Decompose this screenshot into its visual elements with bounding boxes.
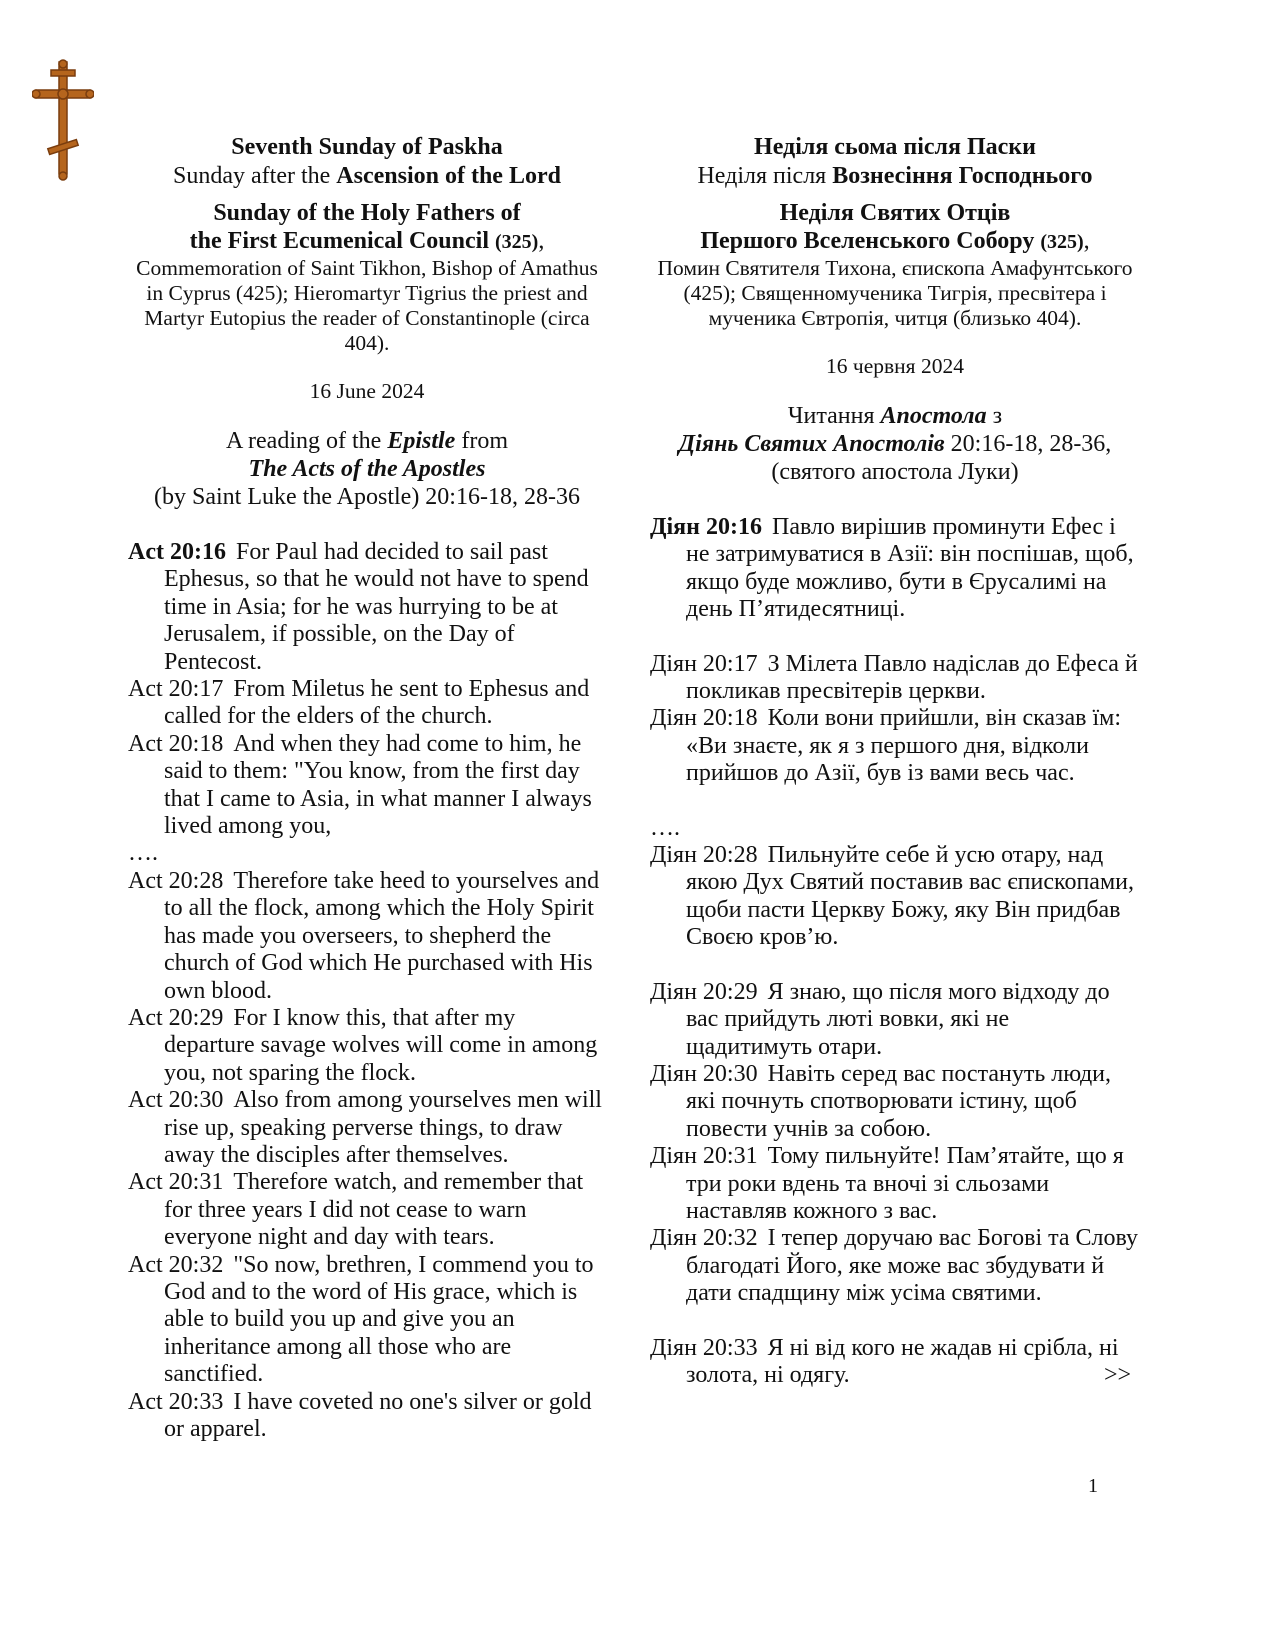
verse-20-30: Act 20:30 Also from among yourselves men will rise up, speaking perverse things, to draw away the disciples after themselves. <box>128 1087 602 1168</box>
verse-20-32-ua: Діян 20:32 І тепер доручаю вас Богові та Слову благодаті Його, яке може вас збудувати й дати спадщину між усіма святими. <box>650 1225 1139 1307</box>
ukrainian-commemoration: Помин Святителя Тихона, єпископа Амафунтського (425); Священномученика Тигрія, пресвітера і мученика Євтропія, читця (близько 404). <box>657 256 1133 330</box>
english-title: Seventh Sunday of Paskha <box>231 134 503 160</box>
verse-ellipsis-ua: …. <box>650 814 680 841</box>
ukrainian-reading-intro: Читання Апостола з Діянь Святих Апостолів 20:16-18, 28-36, (святого апостола Луки) <box>650 402 1140 486</box>
english-subtitle: Sunday after the Ascension of the Lord <box>173 163 561 189</box>
verse-20-28-ua: Діян 20:28 Пильнуйте себе й усю отару, над якою Дух Святий поставив вас єпископами, щоби пасти Церкву Божу, яку Він придбав Своєю кров’ю. <box>650 842 1134 951</box>
english-verses <box>128 539 606 1443</box>
verse-20-32: Act 20:32 "So now, brethren, I commend you to God and to the word of His grace, which is able to build you up and give you an inheritance among all those who are sanctified. <box>128 1251 594 1388</box>
english-column <box>128 133 606 1443</box>
ukrainian-feast-block <box>650 199 1140 331</box>
verse-20-17: Act 20:17 From Miletus he sent to Ephesus and called for the elders of the church. <box>128 676 590 730</box>
english-date: 16 June 2024 <box>309 379 425 403</box>
verse-20-16: Act 20:16 For Paul had decided to sail past Ephesus, so that he would not have to spend time in Asia; for he was hurrying to be at Jerusalem, if possible, on the Day of Pentecost. <box>128 539 589 675</box>
english-book-title: The Acts of the Apostles <box>248 456 486 482</box>
verse-20-18-ua: Діян 20:18 Коли вони прийшли, він сказав їм: «Ви знаєте, як я з першого дня, відколи прийшов до Азії, був із вами весь час. <box>650 705 1122 787</box>
verse-20-18: Act 20:18 And when they had come to him, he said to them: "You know, from the first day that I came to Asia, in what manner I always lived among you, <box>128 730 592 840</box>
english-feast-block <box>128 199 606 356</box>
verse-20-28: Act 20:28 Therefore take heed to yourselves and to all the flock, among which the Holy Spirit has made you overseers, to shepherd the church of God which He purchased with His own blood. <box>128 867 600 1004</box>
verse-20-29: Act 20:29 For I know this, that after my departure savage wolves will come in among you, not sparing the flock. <box>128 1004 598 1086</box>
verse-20-17-ua: Діян 20:17 З Мілета Павло надіслав до Ефеса й покликав пресвітерів церкви. <box>650 650 1138 705</box>
ukrainian-feast-line2: Першого Вселенського Собору (325), <box>700 228 1090 254</box>
english-feast-line2: the First Ecumenical Council (325), <box>189 228 545 254</box>
english-title-block <box>128 133 606 191</box>
verse-20-16-ua: Діян 20:16 Павло вирішив проминути Ефес і не затримуватися в Азії: він поспішав, щоб, якщо буде можливо, бути в Єрусалимі на день П’ятидесятниці. <box>650 514 1134 623</box>
ukrainian-date: 16 червня 2024 <box>826 354 964 378</box>
english-commemoration: Commemoration of Saint Tikhon, Bishop of Amathus in Cyprus (425); Hieromartyr Tigrius the priest and Martyr Eutopius the reader of Constantinople (circa 404). <box>136 256 598 355</box>
ukrainian-title: Неділя сьома після Паски <box>754 134 1036 160</box>
ukrainian-subtitle: Неділя після Вознесіння Господнього <box>697 163 1093 189</box>
orthodox-cross-icon <box>32 58 94 183</box>
ukrainian-reading-author: (святого апостола Луки) <box>771 459 1019 485</box>
english-feast-line1: Sunday of the Holy Fathers of <box>213 200 521 226</box>
verse-20-31: Act 20:31 Therefore watch, and remember that for three years I did not cease to warn everyone night and day with tears. <box>128 1169 584 1251</box>
verse-20-30-ua: Діян 20:30 Навіть серед вас постануть люди, які почнуть спотворювати істину, щоб повести учнів за собою. <box>650 1060 1112 1142</box>
verse-20-33: Act 20:33 I have coveted no one's silver or gold or apparel. <box>128 1388 592 1442</box>
ukrainian-column <box>650 133 1140 1389</box>
ukrainian-feast-line1: Неділя Святих Отців <box>779 200 1011 226</box>
ukrainian-title-block <box>650 133 1140 191</box>
verse-20-33-ua: Діян 20:33 Я ні від кого не жадав ні срібла, ні золота, ні одягу. >> <box>650 1334 1132 1388</box>
verse-20-31-ua: Діян 20:31 Тому пильнуйте! Пам’ятайте, що я три роки вдень та вночі зі сльозами наставляв кожного з вас. <box>650 1143 1124 1224</box>
verse-ellipsis: …. <box>128 840 158 867</box>
page-number: 1 <box>1088 1475 1098 1497</box>
english-reading-intro: A reading of the Epistle from The Acts of the Apostles (by Saint Luke the Apostle) 20:16-18, 28-36 <box>128 427 606 511</box>
ukrainian-book-title: Діянь Святих Апостолів <box>678 431 945 457</box>
ukrainian-verses <box>650 514 1140 1389</box>
verse-20-29-ua: Діян 20:29 Я знаю, що після мого відходу до вас прийдуть люті вовки, які не щадитимуть отари. <box>650 978 1110 1060</box>
english-reading-author: (by Saint Luke the Apostle) 20:16-18, 28-36 <box>154 484 580 510</box>
